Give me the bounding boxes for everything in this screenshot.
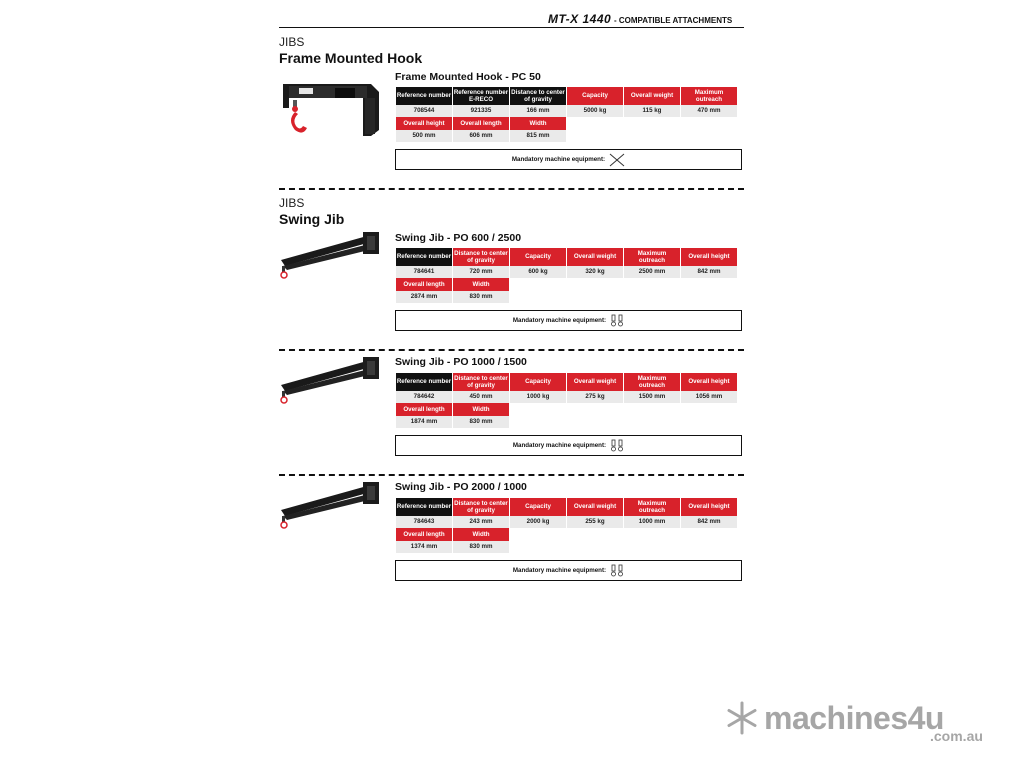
spec-header-cell: Reference number [396,87,452,105]
spec-value-cell: 255 kg [567,516,623,528]
spec-table [395,87,738,142]
spec-header-cell: Maximum outreach [624,248,680,266]
spec-value-cell: 842 mm [681,516,737,528]
mandatory-equipment-box [395,149,742,170]
spec-value-cell: 275 kg [567,391,623,403]
spec-value-cell: 320 kg [567,266,623,278]
spec-value-cell: 5000 kg [567,105,623,117]
spec-table [395,248,738,303]
spec-header-cell: Reference number [396,248,452,266]
spec-value-cell: 830 mm [453,541,509,553]
mandatory-equipment-box [395,310,742,331]
product-title: Swing Jib - PO 2000 / 1000 [395,481,527,493]
spec-header-cell: Capacity [510,498,566,516]
frame-mounted-hook-image [279,78,383,144]
spec-value-cell: 1000 mm [624,516,680,528]
spec-header-cell: Distance to center of gravity [511,88,565,103]
spec-header-cell: Width [453,278,509,291]
spec-header-cell: Overall weight [567,498,623,516]
section-category: JIBS [279,35,305,49]
spec-value-cell: 243 mm [453,516,509,528]
spec-value-cell: 450 mm [453,391,509,403]
spec-header-cell: Reference number [396,498,452,516]
machines4u-watermark [724,700,983,744]
section-divider [279,474,744,476]
mandatory-label: Mandatory machine equipment: [512,442,607,449]
swing-jib-image [279,480,383,530]
spec-header-cell: Reference number E-RECO [453,88,509,103]
spec-header-cell: Distance to center of gravity [454,374,508,389]
spec-header-cell: Capacity [567,87,623,105]
spec-value-cell: 1874 mm [396,416,452,428]
section-title: Frame Mounted Hook [279,50,423,66]
spec-header-cell: Overall length [396,528,452,541]
spec-table [395,373,738,428]
spec-value-cell: 115 kg [624,105,680,117]
mandatory-label: Mandatory machine equipment: [512,567,607,574]
spec-header-cell: Overall length [396,403,452,416]
product-title: Swing Jib - PO 600 / 2500 [395,232,522,244]
spec-value-cell: 1500 mm [624,391,680,403]
spec-header-cell: Maximum outreach [624,498,680,516]
spec-header-cell: Width [453,528,509,541]
spec-value-cell: 166 mm [510,105,566,117]
spec-value-cell: 2000 kg [510,516,566,528]
swing-jib-image [279,230,383,280]
spec-value-cell: 1056 mm [681,391,737,403]
spec-value-cell: 1374 mm [396,541,452,553]
section-divider [279,349,744,351]
spec-value-cell: 708544 [396,105,452,117]
watermark-name: machines4u [764,700,944,736]
spec-value-cell: 784642 [396,391,452,403]
spec-value-cell: 815 mm [510,130,566,142]
spec-table [395,498,738,553]
spec-header-cell: Capacity [510,373,566,391]
spec-value-cell: 2874 mm [396,291,452,303]
spec-header-cell: Overall weight [567,248,623,266]
spec-value-cell: 500 mm [396,130,452,142]
mandatory-equipment-box [395,435,742,456]
swing-jib-image [279,355,383,405]
spec-header-cell: Distance to center of gravity [454,249,508,264]
spec-header-cell: Maximum outreach [624,373,680,391]
spec-value-cell: 784643 [396,516,452,528]
spec-value-cell: 600 kg [510,266,566,278]
spec-header-cell: Overall length [453,117,509,130]
product-title: Frame Mounted Hook - PC 50 [395,71,541,83]
spec-value-cell: 830 mm [453,416,509,428]
hook-points-icon [610,314,624,328]
hook-points-icon [610,564,624,578]
page-header [548,12,732,26]
spec-header-cell: Overall weight [567,373,623,391]
spec-header-cell: Overall height [681,248,737,266]
header-rule [279,27,744,28]
spec-header-cell: Overall height [396,117,452,130]
spec-value-cell: 1000 kg [510,391,566,403]
spec-value-cell: 606 mm [453,130,509,142]
spec-header-cell: Overall height [681,498,737,516]
spec-value-cell: 830 mm [453,291,509,303]
spec-header-cell: Maximum outreach [681,87,737,105]
spec-header-cell: Overall length [396,278,452,291]
header-suffix: - COMPATIBLE ATTACHMENTS [613,16,733,25]
spec-header-cell: Width [453,403,509,416]
spec-value-cell: 470 mm [681,105,737,117]
spec-value-cell: 784641 [396,266,452,278]
spec-header-cell: Overall weight [624,87,680,105]
spec-value-cell: 842 mm [681,266,737,278]
hook-points-icon [610,439,624,453]
spec-value-cell: 921335 [453,105,509,117]
spec-value-cell: 720 mm [453,266,509,278]
product-title: Swing Jib - PO 1000 / 1500 [395,356,527,368]
mandatory-label: Mandatory machine equipment: [512,317,607,324]
mandatory-equipment-box [395,560,742,581]
snowflake-icon [724,700,760,736]
mandatory-label: Mandatory machine equipment: [511,156,606,163]
spec-header-cell: Overall height [681,373,737,391]
spec-header-cell: Distance to center of gravity [454,499,508,514]
spec-header-cell: Reference number [396,373,452,391]
spec-header-cell: Capacity [510,248,566,266]
header-model: MT-X 1440 [548,12,612,26]
spec-header-cell: Width [510,117,566,130]
spec-value-cell: 2500 mm [624,266,680,278]
watermark-domain: .com.au [930,728,983,744]
section-title: Swing Jib [279,211,345,227]
cross-icon [609,153,625,167]
section-divider [279,188,744,190]
section-category: JIBS [279,196,305,210]
